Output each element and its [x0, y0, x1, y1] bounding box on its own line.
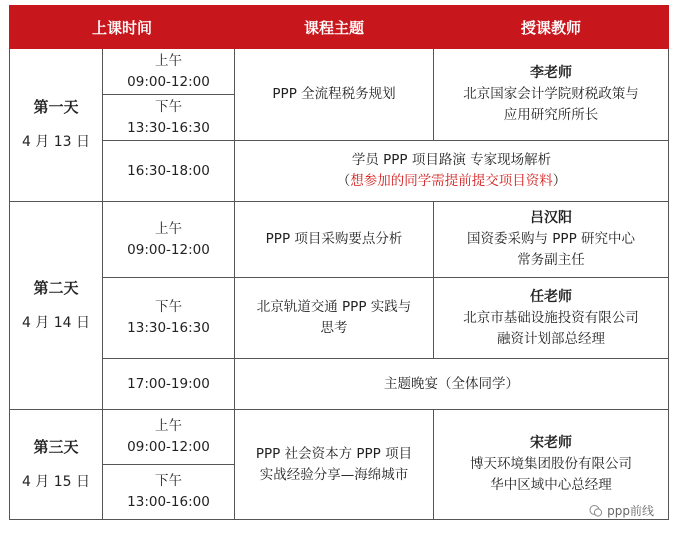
table-row [10, 141, 669, 202]
session-label: 上午 [155, 220, 182, 237]
day-name: 第三天 [33, 437, 79, 456]
day-date: 4 月 15 日 [21, 473, 91, 490]
session-time: 09:00-12:00 [127, 439, 210, 455]
day-cell [10, 410, 103, 520]
topic-line: 北京轨道交通 PPP 实践与 [256, 299, 412, 315]
teacher-name: 李老师 [530, 65, 573, 81]
session-label: 下午 [155, 473, 182, 489]
paren-open: （ [336, 173, 351, 189]
teacher-title: 华中区域中心总经理 [490, 477, 612, 493]
header-teacher: 授课教师 [434, 6, 669, 49]
roadshow-note [237, 171, 666, 192]
time-cell [103, 202, 235, 278]
teacher-title: 国资委采购与 PPP 研究中心 [467, 231, 636, 247]
table-row [10, 49, 669, 95]
day-date: 4 月 13 日 [21, 134, 91, 150]
teacher-name: 吕汉阳 [530, 210, 573, 226]
topic-line: PPP 社会资本方 PPP 项目 [255, 445, 413, 462]
teacher-cell [434, 49, 669, 141]
teacher-title: 博天环境集团股份有限公司 [470, 456, 633, 472]
teacher-name: 宋老师 [530, 435, 573, 451]
teacher-cell [434, 202, 669, 278]
topic-cell [235, 278, 434, 359]
session-label: 下午 [155, 299, 182, 315]
teacher-title: 融资计划部总经理 [497, 330, 606, 347]
header-topic: 课程主题 [235, 6, 434, 49]
watermark [587, 502, 656, 519]
table-row [10, 359, 669, 410]
roadshow-cell [235, 141, 669, 202]
session-time: 09:00-12:00 [127, 73, 210, 90]
session-time: 09:00-12:00 [127, 241, 210, 258]
teacher-name: 任老师 [530, 288, 573, 305]
teacher-title: 应用研究所所长 [503, 107, 599, 123]
topic-cell: PPP 全流程税务规划 [235, 49, 434, 141]
watermark-text: ppp前线 [607, 504, 654, 518]
session-time: 13:30-16:30 [127, 320, 210, 336]
dinner-cell: 主题晚宴（全体同学） [235, 359, 669, 410]
time-cell [103, 410, 235, 465]
time-cell: 17:00-19:00 [103, 359, 235, 410]
header-row [10, 6, 669, 49]
day-cell [10, 49, 103, 202]
session-time: 13:30-16:30 [127, 119, 210, 136]
topic-cell [235, 410, 434, 520]
day-date: 4 月 14 日 [21, 314, 91, 331]
time-cell [103, 95, 235, 141]
roadshow-note-red: 想参加的同学需提前提交项目资料 [350, 173, 553, 189]
day-cell [10, 202, 103, 410]
table-row [10, 202, 669, 278]
day-name: 第二天 [33, 278, 79, 297]
time-cell [103, 49, 235, 95]
session-label: 上午 [155, 418, 182, 434]
day-name: 第一天 [33, 98, 79, 116]
teacher-cell [434, 278, 669, 359]
time-cell [103, 465, 235, 520]
paren-close: ） [552, 173, 567, 189]
topic-cell: PPP 项目采购要点分析 [235, 202, 434, 278]
session-time: 13:00-16:00 [127, 494, 210, 510]
wechat-icon [589, 504, 603, 518]
table-row [10, 278, 669, 359]
teacher-title: 北京国家会计学院财税政策与 [463, 86, 639, 102]
teacher-title: 北京市基础设施投资有限公司 [463, 309, 639, 326]
header-time: 上课时间 [10, 6, 235, 49]
topic-line: 思考 [320, 320, 348, 336]
teacher-title: 常务副主任 [517, 252, 585, 268]
topic-line: 实战经验分享—海绵城市 [259, 466, 409, 483]
roadshow-text: 学员 PPP 项目路演 专家现场解析 [351, 152, 552, 168]
time-cell [103, 278, 235, 359]
schedule-table [9, 5, 669, 520]
table-row [10, 410, 669, 465]
session-label: 下午 [155, 98, 182, 115]
session-label: 上午 [155, 52, 182, 69]
time-cell: 16:30-18:00 [103, 141, 235, 202]
